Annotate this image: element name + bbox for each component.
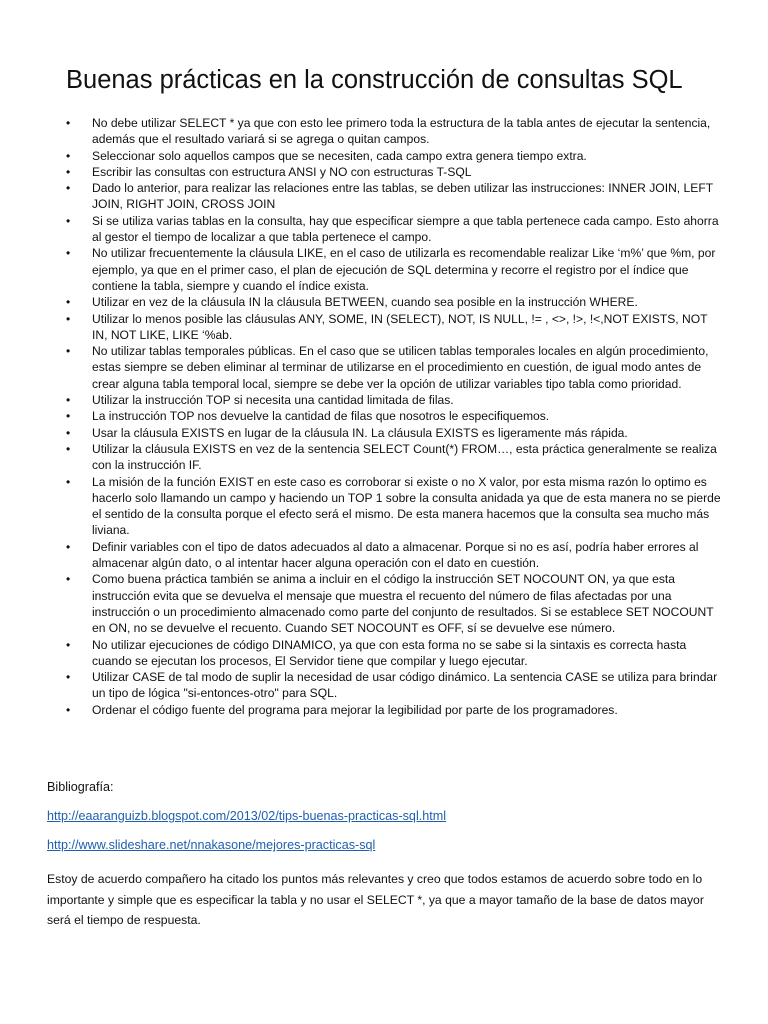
comment-paragraph: Estoy de acuerdo compañero ha citado los puntos más relevantes y creo que todos estamos de acuerdo sobre todo en lo importante y simple que es especificar la tabla y no usar el SELECT *, ya que a mayor tamaño de la base de datos mayor será el tiempo de respuesta. [47, 872, 704, 927]
list-item-text: Utilizar en vez de la cláusula IN la cláusula BETWEEN, cuando sea posible en la instrucción WHERE. [92, 295, 638, 310]
list-item [0, 571, 768, 636]
bullet-icon: • [66, 670, 71, 685]
list-item-text: Usar la cláusula EXISTS en lugar de la cláusula IN. La cláusula EXISTS es ligeramente más rápida. [92, 425, 628, 440]
list-item [0, 408, 768, 424]
list-item-text: Dado lo anterior, para realizar las relaciones entre las tablas, se deben utilizar las instrucciones: INNER JOIN, LEFT JOIN, RIGHT JOIN, CROSS JOIN [92, 181, 713, 212]
list-item-text: Utilizar la instrucción TOP si necesita una cantidad limitada de filas. [92, 393, 454, 408]
list-item-text: No debe utilizar SELECT * ya que con esto lee primero toda la estructura de la tabla antes de ejecutar la sentencia, además que el resultado variará si se agrega o quitan campos. [92, 116, 711, 147]
bullet-icon: • [66, 637, 71, 652]
bullet-icon: • [66, 246, 71, 261]
list-item [0, 245, 768, 294]
list-item [0, 164, 768, 180]
bullet-icon: • [66, 539, 71, 554]
list-item [0, 343, 768, 392]
list-item [0, 115, 768, 148]
bibliography-heading: Bibliografía: [47, 780, 114, 794]
list-item-text: La misión de la función EXIST en este caso es corroborar si existe o no X valor, por esta misma razón lo optimo es hacerlo solo llamando un campo y haciendo un TOP 1 sobre la consulta anidada ya que de esta manera no se pierde el sentido de la consulta porque el efecto será el mismo. De esta manera hacemos que la consulta sea mucho más liviana. [92, 474, 721, 538]
bullet-icon: • [66, 474, 71, 489]
list-item [0, 180, 768, 213]
list-item [0, 637, 768, 670]
bullet-icon: • [66, 311, 71, 326]
list-item-text: La instrucción TOP nos devuelve la cantidad de filas que nosotros le especifiquemos. [92, 409, 550, 424]
list-item-text: Si se utiliza varias tablas en la consulta, hay que especificar siempre a que tabla pertenece cada campo. Esto ahorra al gestor el tiempo de localizar a que tabla pertenece el campo. [92, 213, 719, 245]
bullet-icon: • [66, 572, 71, 587]
list-item-text: No utilizar tablas temporales públicas. En el caso que se utilicen tablas temporales locales en algún procedimiento, estas siempre se deben eliminar al terminar de utilizarse en el procedimiento en cuestión, de igual modo antes de crear alguna tabla temporal local, siempre se debe ver la opción de utilizar variables tipo tabla como prioridad. [92, 344, 709, 391]
list-item [0, 311, 768, 344]
bullet-icon: • [66, 344, 71, 359]
list-item-text: Utilizar la cláusula EXISTS en vez de la sentencia SELECT Count(*) FROM…, esta práctica generalmente se realiza con la instrucción IF. [92, 441, 717, 473]
bullet-icon: • [66, 116, 71, 130]
page-title: Buenas prácticas en la construcción de consultas SQL [66, 66, 683, 94]
bullet-icon: • [66, 181, 71, 196]
bullet-icon: • [66, 213, 71, 228]
list-item [0, 474, 768, 539]
bullet-icon: • [66, 295, 71, 310]
list-item [0, 441, 768, 474]
list-item [0, 702, 768, 718]
best-practices-list [0, 115, 768, 718]
list-item-text: Utilizar lo menos posible las cláusulas ANY, SOME, IN (SELECT), NOT, IS NULL, != , <>, !>, !<,NOT EXISTS, NOT IN, NOT LIKE, LIKE ‘%ab. [92, 311, 708, 342]
bullet-icon: • [66, 441, 71, 456]
list-item-text: Ordenar el código fuente del programa para mejorar la legibilidad por parte de los programadores. [92, 702, 618, 717]
list-item-text: Como buena práctica también se anima a incluir en el código la instrucción SET NOCOUNT ON, ya que esta instrucción evita que se devuelva el mensaje que muestra el recuento del número de filas afectadas por una instrucción o un procedimiento almacenado como parte del conjunto de resultados. Si se establece SET NOCOUNT en ON, no se devuelve el recuento. Cuando SET NOCOUNT es OFF, sí se devuelve ese número. [92, 572, 714, 636]
bullet-icon: • [66, 393, 71, 408]
list-item-text: No utilizar frecuentemente la cláusula LIKE, en el caso de utilizarla es recomendable realizar Like ‘m%’ que %m, por ejemplo, ya que en el primer caso, el plan de ejecución de SQL determina y recorre el registro por el índice que contiene la tabla, siempre y cuando el índice exista. [92, 246, 716, 293]
list-item-text: Escribir las consultas con estructura ANSI y NO con estructuras T-SQL [92, 164, 472, 179]
list-item [0, 425, 768, 441]
list-item-text: Definir variables con el tipo de datos adecuados al dato a almacenar. Porque si no es así, podría haber errores al almacenar algún dato, o al intentar hacer alguna operación con el dato en cuestión. [92, 539, 699, 571]
list-item [0, 294, 768, 310]
list-item [0, 669, 768, 702]
list-item-text: Seleccionar solo aquellos campos que se necesiten, cada campo extra genera tiempo extra. [92, 148, 587, 163]
bullet-icon: • [66, 164, 71, 179]
list-item-text: No utilizar ejecuciones de código DINAMICO, ya que con esta forma no se sabe si la sintaxis es correcta hasta cuando se ejecutan los procesos, El Servidor tiene que compilar y luego ejecutar. [92, 637, 687, 668]
list-item-text: Utilizar CASE de tal modo de suplir la necesidad de usar código dinámico. La sentencia CASE se utiliza para brindar un tipo de lógica "si-entonces-otro" para SQL. [92, 670, 718, 701]
bibliography-link-blogspot[interactable]: http://eaaranguizb.blogspot.com/2013/02/tips-buenas-practicas-sql.html [47, 809, 447, 823]
bullet-icon: • [66, 148, 71, 163]
bullet-icon: • [66, 425, 71, 440]
bibliography-link-slideshare[interactable]: http://www.slideshare.net/nnakasone/mejores-practicas-sql [47, 838, 376, 852]
list-item [0, 392, 768, 408]
bullet-icon: • [66, 409, 71, 424]
list-item [0, 148, 768, 164]
bullet-icon: • [66, 702, 71, 717]
list-item [0, 213, 768, 246]
list-item [0, 539, 768, 572]
